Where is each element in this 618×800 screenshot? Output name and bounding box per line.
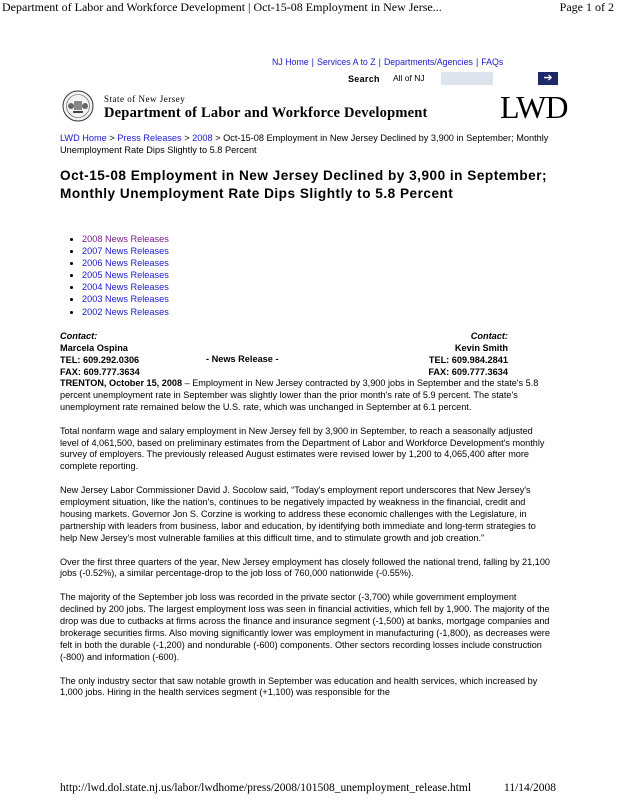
print-header-page: Page 1 of 2 <box>559 0 614 14</box>
article-body <box>60 378 552 711</box>
print-header <box>0 0 618 16</box>
list-item <box>82 233 169 245</box>
list-item <box>82 245 169 257</box>
release-link-2005[interactable]: 2005 News Releases <box>82 270 169 281</box>
nav-nj-home[interactable]: NJ Home <box>272 57 309 67</box>
nav-separator: | <box>378 57 381 67</box>
nav-separator: | <box>311 57 314 67</box>
dateline: TRENTON, October 15, 2008 <box>60 378 183 388</box>
release-link-2008[interactable]: 2008 News Releases <box>82 234 169 244</box>
search-scope-select[interactable] <box>393 72 493 85</box>
department-banner <box>60 86 568 126</box>
nav-faqs[interactable]: FAQs <box>481 57 504 67</box>
list-item <box>82 293 169 305</box>
release-link-2007[interactable]: 2007 News Releases <box>82 246 169 257</box>
contact-left <box>60 330 140 378</box>
list-item <box>82 257 169 269</box>
breadcrumb-separator: > <box>184 133 190 143</box>
breadcrumb-2008[interactable]: 2008 <box>192 133 213 143</box>
breadcrumb-separator: > <box>215 133 221 143</box>
search-label: Search <box>348 74 380 84</box>
page-title: Oct-15-08 Employment in New Jersey Declined by 3,900 in September; Monthly Unemployment Rate Dips Slightly to 5.8 Percent <box>60 168 548 201</box>
breadcrumb <box>60 132 560 156</box>
contact-right <box>428 330 508 378</box>
news-release-label: - News Release - <box>206 354 279 364</box>
nav-separator: | <box>475 57 479 67</box>
print-header-title: Department of Labor and Workforce Development | Oct-15-08 Employment in New Jerse... <box>2 0 442 14</box>
contact-name: Marcela Ospina <box>60 343 128 353</box>
body-paragraph: Total nonfarm wage and salary employment in New Jersey fell by 3,900 in September, to reach a seasonally adjusted level of 4,061,500, based on preliminary estimates from the Department of Labor and Workforce Development's monthly survey of employers. The previously released August estimates were revised lower by 1,200 to 4,065,400 after more complete reporting. <box>60 425 545 472</box>
search-go-button[interactable] <box>538 72 558 85</box>
body-paragraph: The only industry sector that saw notable growth in September was education and health services, which increased by 1,000 jobs. Hiring in the health services segment (+1,100) was responsible for the <box>60 675 538 698</box>
body-paragraph <box>60 378 552 414</box>
breadcrumb-separator: > <box>109 133 115 143</box>
arrow-right-icon: ➔ <box>543 72 553 84</box>
lwd-logo: LWD <box>500 89 568 125</box>
contact-label: Contact: <box>470 331 508 341</box>
release-link-2004[interactable]: 2004 News Releases <box>82 282 169 293</box>
paragraph-text: – Employment in New Jersey contracted by 3,900 jobs in September and the state's 5.8 percent unemployment rate in September was slightly lower than the prior month's rate of 5.9 percent. The state's unemployment rate remained below the U.S. rate, which was unchanged in September at 6.1 percent. <box>60 378 539 412</box>
news-releases-list <box>68 233 169 318</box>
search-scope-value: All of NJ <box>393 73 425 83</box>
search-input[interactable] <box>441 72 493 85</box>
print-footer-date: 11/14/2008 <box>504 782 556 794</box>
department-name: Department of Labor and Workforce Development <box>104 105 428 121</box>
contact-label: Contact: <box>60 331 98 341</box>
nav-services[interactable]: Services A to Z <box>316 57 376 67</box>
breadcrumb-current: Oct-15-08 Employment in New Jersey Declined by 3,900 in September; Monthly Unemployment Rate Dips Slightly to 5.8 Percent <box>60 133 549 155</box>
breadcrumb-lwd-home[interactable]: LWD Home <box>60 133 107 143</box>
release-link-2003[interactable]: 2003 News Releases <box>82 294 169 305</box>
contacts-block <box>60 330 560 378</box>
top-nav <box>272 57 503 67</box>
contact-tel: TEL: 609.984.2841 <box>428 355 508 365</box>
search-bar <box>348 72 560 86</box>
list-item <box>82 269 169 281</box>
list-item <box>82 306 169 318</box>
release-link-2002[interactable]: 2002 News Releases <box>82 306 169 317</box>
body-paragraph: Over the first three quarters of the year, New Jersey employment has closely followed the national trend, falling by 21,100 jobs (-0.52%), a similar percentage-drop to the job loss of 760,000 nationwide (-0.55%). <box>60 556 550 579</box>
body-paragraph: The majority of the September job loss was recorded in the private sector (-3,700) while government employment declined by 200 jobs. The largest employment loss was seen in financial activities, which fell by 1,900. The majority of the drop was due to cutbacks at firms across the finance and insurance segment (-1,500) at banks, mortgage companies and brokerage securities firms. Also moving significantly lower was employment in manufacturing (-1,800), as decreases were felt in both the durable (-1,200) and nondurable (-600) components. Other sectors recording losses include construction (-800) and information (-600). <box>60 592 550 662</box>
list-item <box>82 281 169 293</box>
print-footer-url: http://lwd.dol.state.nj.us/labor/lwdhome/press/2008/101508_unemployment_release.html <box>60 782 472 794</box>
state-seal-icon <box>62 90 94 122</box>
contact-name: Kevin Smith <box>454 343 508 353</box>
contact-fax: FAX: 609.777.3634 <box>428 367 508 377</box>
nav-departments[interactable]: Departments/Agencies <box>383 57 473 67</box>
contact-tel: TEL: 609.292.0306 <box>60 355 140 365</box>
release-link-2006[interactable]: 2006 News Releases <box>82 258 169 269</box>
state-name: State of New Jersey <box>104 94 186 104</box>
body-paragraph: New Jersey Labor Commissioner David J. Socolow said, “Today's employment report underscores that New Jersey's employment situation, like the nation's, continues to be negatively impacted by weakness in the financial, credit and housing markets. Governor Jon S. Corzine is working to address these economic challenges with the Legislature, in partnership with leaders from business, labor and education, by identifying both immediate and long-term strategies to help New Jersey's most vulnerable families at this difficult time, and to stimulate growth and job creation.” <box>60 485 536 543</box>
breadcrumb-press-releases[interactable]: Press Releases <box>117 133 182 143</box>
contact-fax: FAX: 609.777.3634 <box>60 367 140 377</box>
